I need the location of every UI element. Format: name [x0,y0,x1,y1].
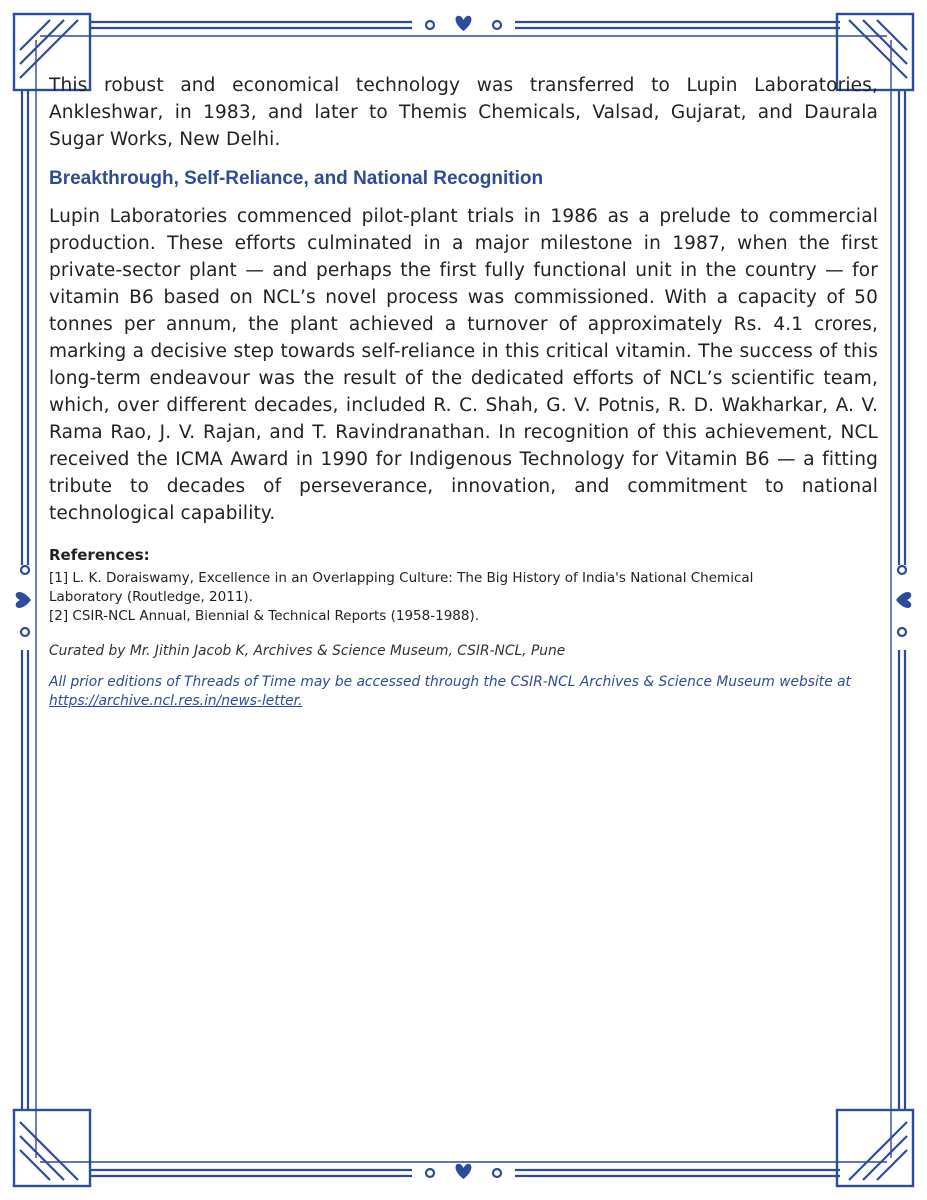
intro-paragraph: This robust and economical technology was transferred to Lupin Laboratories, Ankleshwar, in 1983, and later to Themis Chemicals, Valsad, Gujarat, and Daurala Sugar Works, New Delhi. [49,75,878,150]
main-paragraph: Lupin Laboratories commenced pilot-plant trials in 1986 as a prelude to commercial production. These efforts culminated in a major milestone in 1987, when the first private-sector plant — and perhaps the first fully functional unit in the country — for vitamin B6 based on NCL’s novel process was commissioned. With a capacity of 50 tonnes per annum, the plant achieved a turnover of approximately Rs. 4.1 crores, marking a decisive step towards self-reliance in this critical vitamin. The success of this long-term endeavour was the result of the dedicated efforts of NCL’s scientific team, which, over different decades, included R. C. Shah, G. V. Potnis, R. D. Wakharkar, A. V. Rama Rao, J. V. Rajan, and T. Ravindranathan. In recognition of this achievement, NCL received the ICMA Award in 1990 for Indigenous Technology for Vitamin B6 — a fitting tribute to decades of perseverance, innovation, and commitment to national technological capability. [49,206,878,524]
references-heading: References: [49,546,150,564]
reference-item: [2] CSIR-NCL Annual, Biennial & Technical Reports (1958-1988). [49,608,480,624]
reference-item: [1] L. K. Doraiswamy, Excellence in an Overlapping Culture: The Big History of India's National Chemical Laboratory (Routledge, 2011). [49,570,754,605]
curator-credit: Curated by Mr. Jithin Jacob K, Archives & Science Museum, CSIR-NCL, Pune [49,643,566,659]
reference-list [49,569,878,626]
archive-link[interactable]: https://archive.ncl.res.in/news-letter. [49,693,303,709]
archive-note [49,673,878,711]
section-heading: Breakthrough, Self-Reliance, and National Recognition [49,168,544,189]
archive-note-text: All prior editions of Threads of Time may be accessed through the CSIR-NCL Archives & Science Museum website at [49,674,851,690]
page-content [49,72,878,711]
